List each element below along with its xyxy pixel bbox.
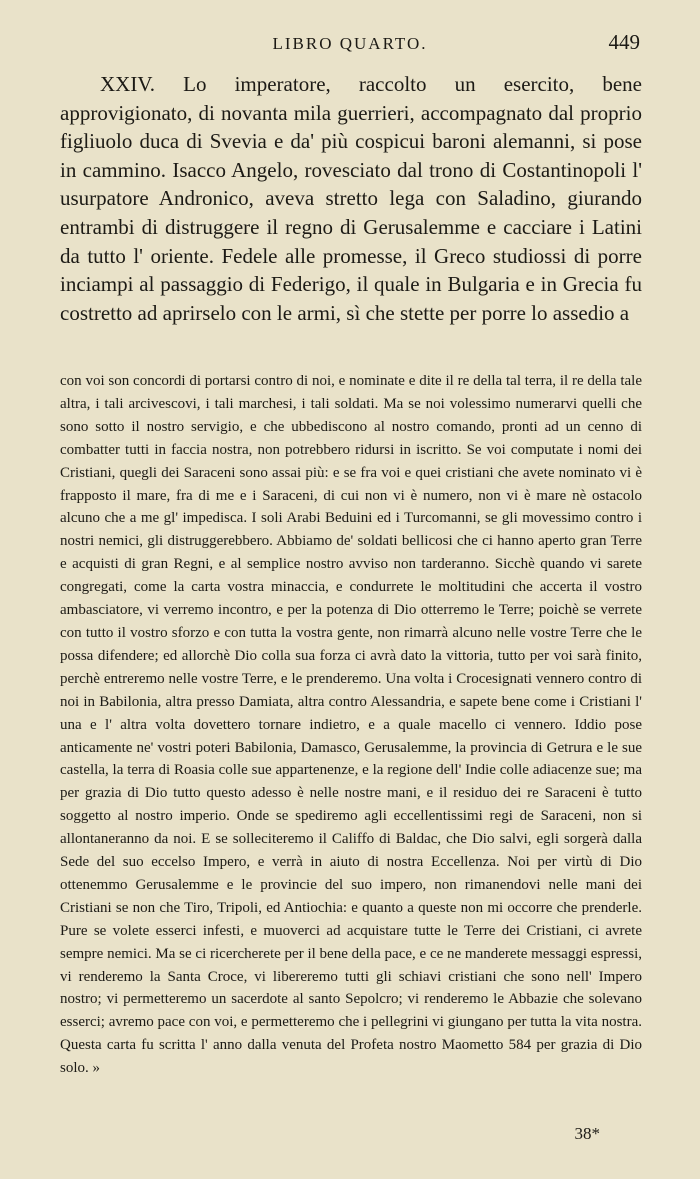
signature-mark: 38* xyxy=(574,1124,600,1143)
main-text-block xyxy=(60,70,642,327)
footnote-block xyxy=(60,370,642,1080)
page-number: 449 xyxy=(608,30,640,54)
running-header xyxy=(0,28,700,58)
main-paragraph: XXIV. Lo imperatore, raccolto un esercito, bene approvigionato, di novanta mila guerrieri, accompagnato dal proprio figliuolo duca di Svevia e da' più cospicui baroni alemanni, si pose in cammino. Isacco Angelo, rovesciato dal trono di Costantinopoli l' usurpatore Andronico, aveva stretto lega con Saladino, giurando entrambi di distruggere il regno di Gerusalemme e cacciare i Latini da tutto l' oriente. Fedele alle promesse, il Greco studiossi di porre inciampi al passaggio di Federigo, il quale in Bulgaria e in Grecia fu costretto ad aprirselo con le armi, sì che stette per porre lo assedio a xyxy=(60,72,642,325)
footnote-paragraph: con voi son concordi di portarsi contro di noi, e nominate e dite il re della tal terra, il re della tale altra, i tali arcivescovi, i tali marchesi, i tali soldati. Ma se noi volessimo numerarvi quelli che sono sotto il nostro servigio, e che ubbediscono al nostro comando, pronti ad un cenno di combatter tutti in faccia nostra, non potrebbero ridursi in iscritto. Se voi computate i nomi dei Cristiani, quegli dei Saraceni sono assai più: e se fra voi e quei cristiani che avete nominato vi è frapposto il mare, fra di me e i Saraceni, di cui non vi è numero, non vi è mare nè ostacolo alcuno che a me gl' impedisca. I soli Arabi Beduini ed i Turcomanni, se gli movessimo contro i nostri nemici, gli distruggerebbero. Abbiamo de' soldati bellicosi che ci hanno aperto gran Terre e acquisti di gran Regni, e al semplice nostro avviso non tarderanno. Sicchè quando vi sarete congregati, come la carta vostra minaccia, e condurrete le moltitudini che accerta il vostro ambasciatore, vi verremo incontro, e per la potenza di Dio otterremo le Terre; poichè se verrete con tutto il vostro sforzo e con tutta la vostra gente, non rimarrà alcuno nelle vostre Terre che le possa difendere; ed allorchè Dio colla sua forza ci avrà dato la vittoria, tutto per voi sarà finito, perchè entreremo nelle vostre Terre, e le prenderemo. Una volta i Crocesignati vennero contro di noi in Babilonia, altra presso Damiata, altra contro Alessandria, e sapete bene come i Cristiani l' una e l' altra volta dovettero tornare indietro, e a quale macello ci vennero. Iddio pose anticamente ne' vostri poteri Babilonia, Damasco, Gerusalemme, la provincia di Getrura e le sue castella, la terra di Roasia colle sue appartenenze, e la regione dell' Indie colle adiacenze sue; ma per grazia di Dio tutto questo adesso è nelle nostre mani, e il residuo dei re Saraceni è tutto soggetto al nostro imperio. Onde se spediremo agli eccellentissimi regi de Saraceni, non si allontaneranno da noi. E se solleciteremo il Califfo di Baldac, che Dio salvi, egli sorgerà dalla Sede del suo eccelso Impero, e verrà in aiuto di nostra Eccellenza. Noi per virtù di Dio ottenemmo Gerusalemme e le provincie del suo impero, non rimanendovi nelle mani dei Cristiani se non che Tiro, Tripoli, ed Antiochia: e quanto a queste non mi occorre che prenderle. Pure se volete esserci infesti, e muoverci ad acquistare tutte le Terre dei Cristiani, ci avrete sempre nemici. Ma se ci ricercherete per il bene della pace, e ce ne manderete messaggi espressi, vi renderemo la Santa Croce, vi libereremo tutti gli schiavi cristiani che sono nell' Impero nostro; vi permetteremo un sacerdote al santo Sepolcro; vi renderemo le Abbazie che solevano esserci; avremo pace con voi, e permetteremo che i pellegrini vi giungano per tutta la vita nostra. Questa carta fu scritta l' anno dalla venuta del Profeta nostro Maometto 584 per grazia di Dio solo. » xyxy=(60,373,642,1077)
running-title: LIBRO QUARTO. xyxy=(272,34,428,53)
